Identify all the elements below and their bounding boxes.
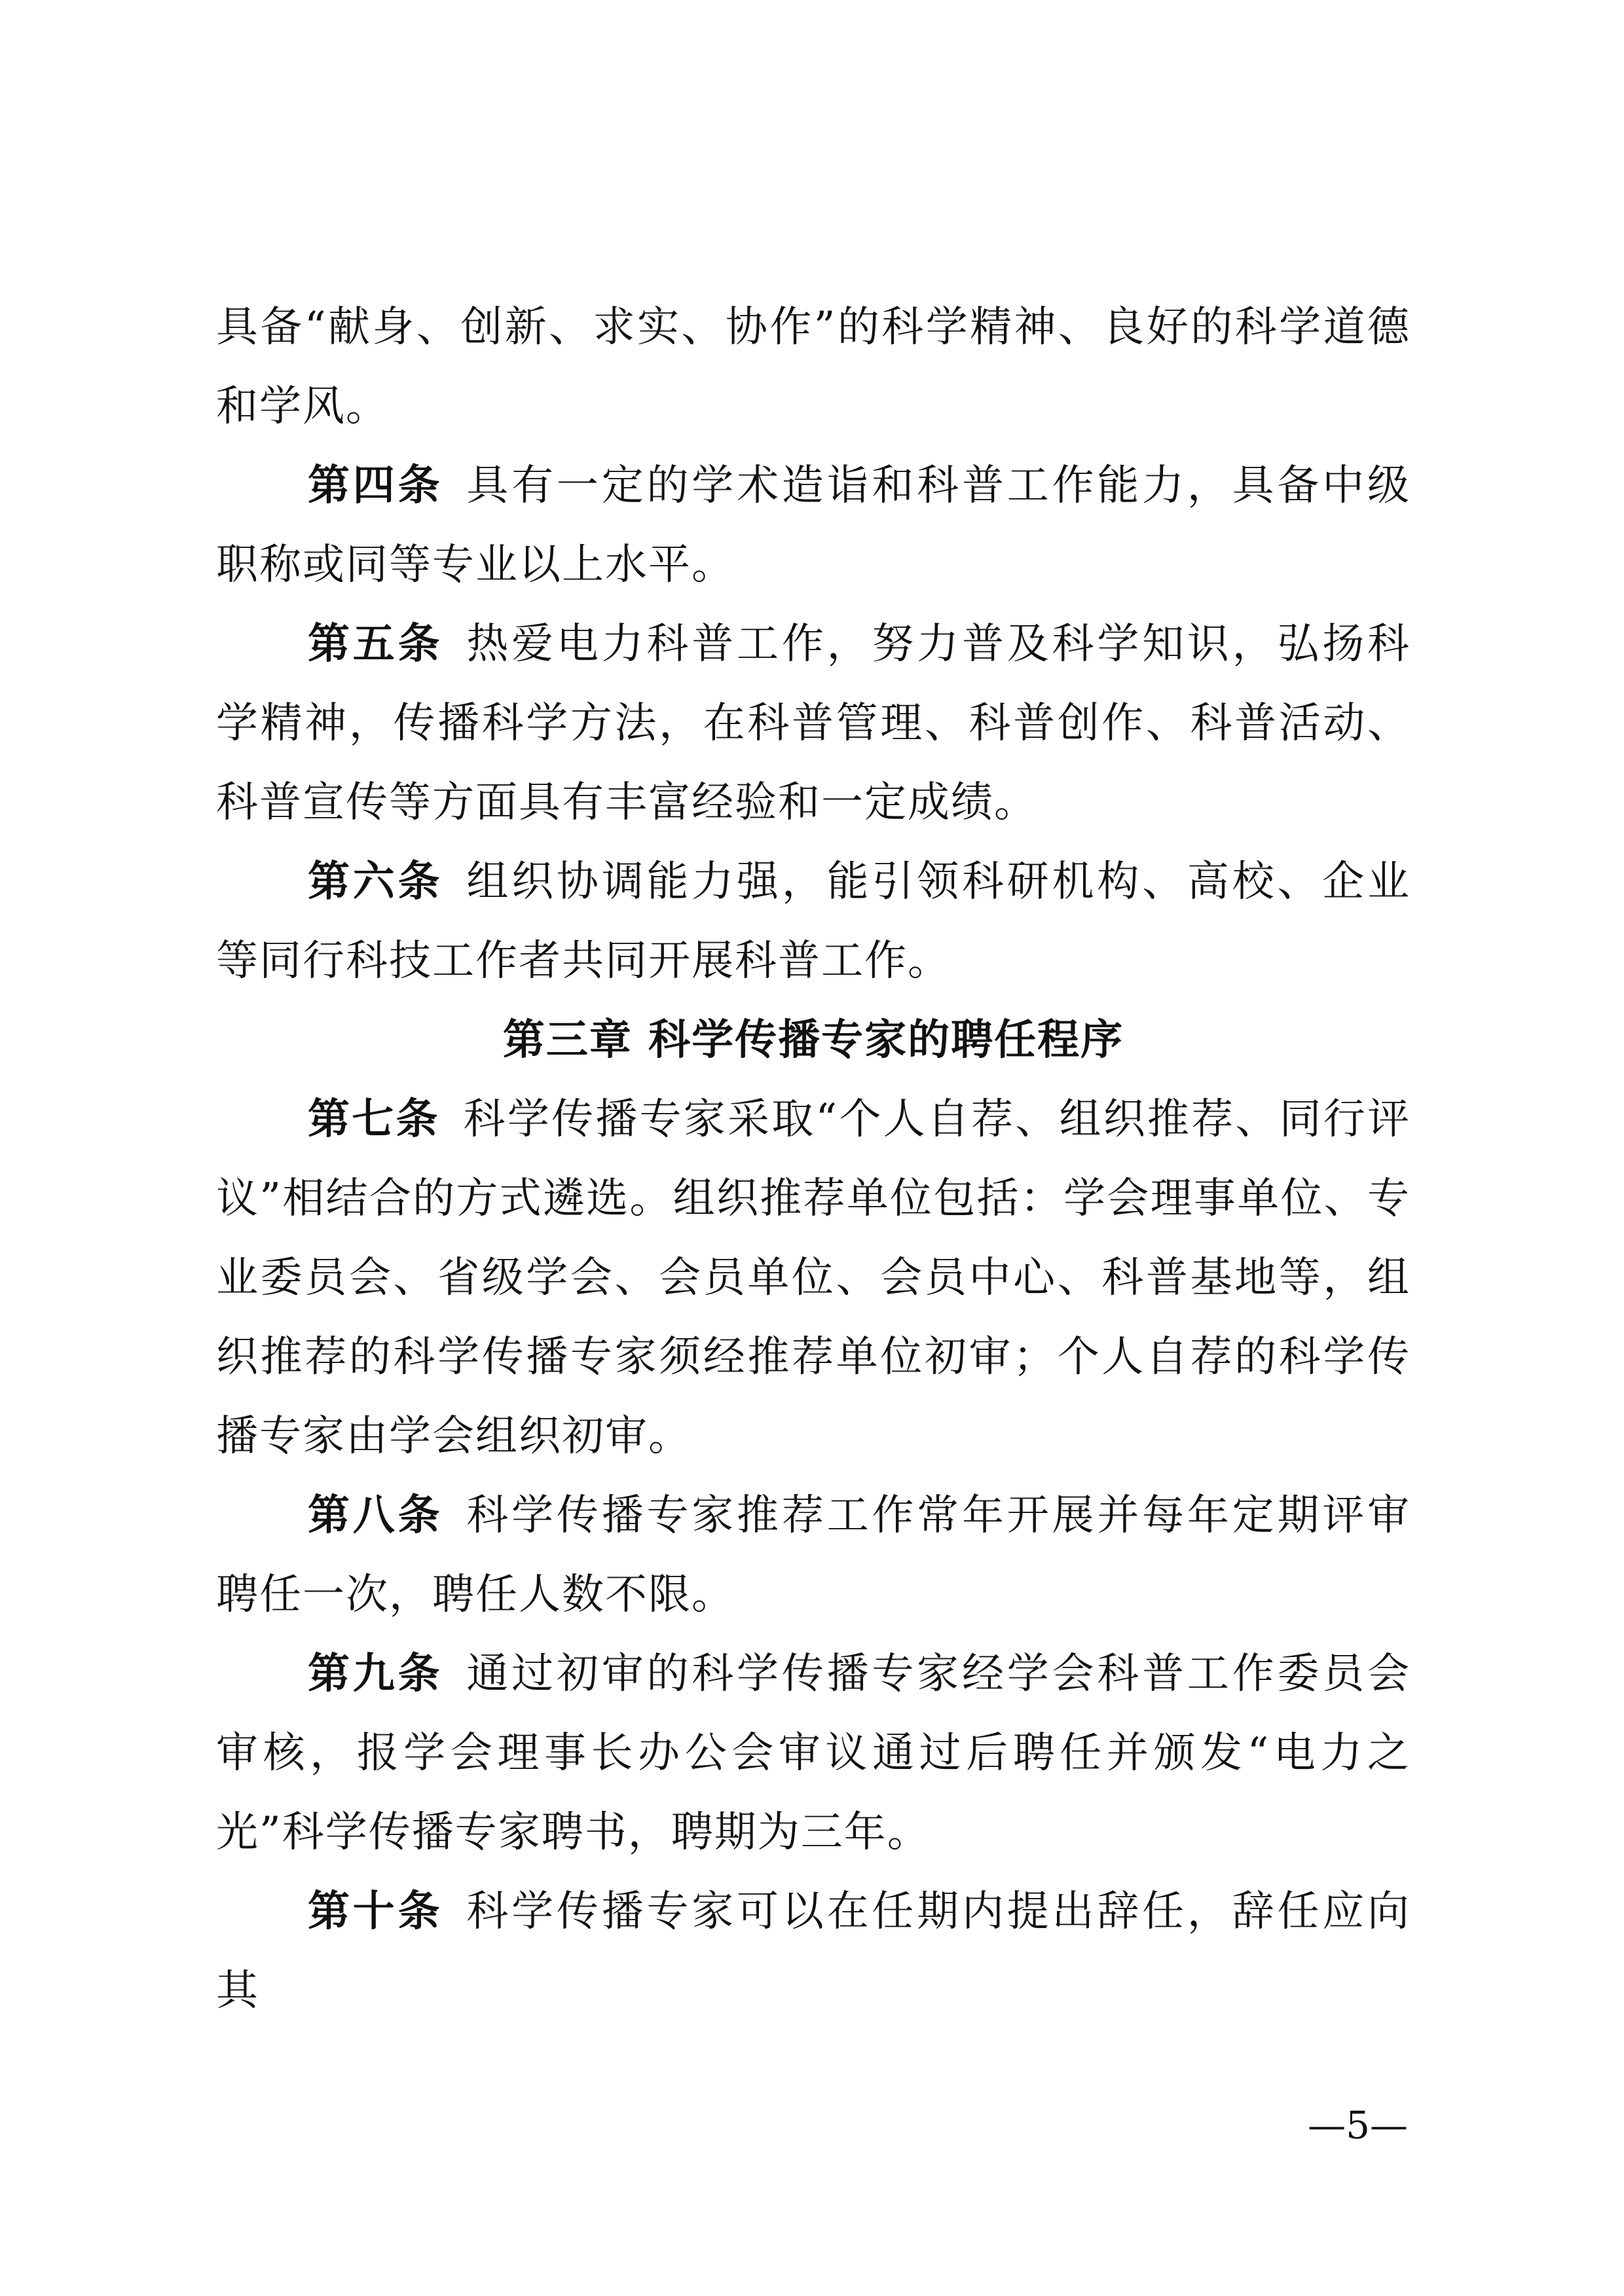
article-label: 第四条 — [308, 462, 443, 510]
article-10 — [216, 1872, 1411, 2031]
article-label: 第九条 — [308, 1650, 443, 1698]
article-text: 组织协调能力强，能引领科研机构、高校、企业等同行科技工作者共同开展科普工作。 — [216, 858, 1411, 985]
continuation-paragraph: 具备“献身、创新、求实、协作”的科学精神、良好的科学道德和学风。 — [216, 303, 1411, 431]
article-text: 具有一定的学术造诣和科普工作能力，具备中级职称或同等专业以上水平。 — [216, 462, 1411, 589]
page-number: —5— — [1308, 2103, 1408, 2147]
article-text: 科学传播专家采取“个人自荐、组织推荐、同行评议”相结合的方式遴选。组织推荐单位包括：学会理事单位、专业委员会、省级学会、会员单位、会员中心、科普基地等，组织推荐的科学传播专家须经推荐单位初审；个人自荐的科学传播专家由学会组织初审。 — [216, 1095, 1411, 1461]
article-5 — [216, 605, 1411, 843]
article-label: 第十条 — [308, 1887, 443, 1936]
article-4 — [216, 446, 1411, 605]
article-8 — [216, 1476, 1411, 1635]
article-6 — [216, 843, 1411, 1001]
article-7 — [216, 1080, 1411, 1476]
article-label: 第五条 — [308, 620, 443, 668]
chapter-heading: 第三章 科学传播专家的聘任程序 — [502, 1016, 1124, 1065]
document-body — [216, 288, 1411, 2031]
article-label: 第六条 — [308, 858, 443, 906]
article-text: 科学传播专家可以在任期内提出辞任，辞任应向其 — [216, 1887, 1411, 2015]
article-label: 第七条 — [308, 1095, 440, 1144]
article-text: 通过初审的科学传播专家经学会科普工作委员会审核，报学会理事长办公会审议通过后聘任并颁发“电力之光”科学传播专家聘书，聘期为三年。 — [216, 1650, 1411, 1857]
article-9 — [216, 1635, 1411, 1872]
article-text: 热爱电力科普工作，努力普及科学知识，弘扬科学精神，传播科学方法，在科普管理、科普创作、科普活动、科普宣传等方面具有丰富经验和一定成绩。 — [216, 620, 1411, 827]
article-label: 第八条 — [308, 1491, 443, 1540]
article-text: 科学传播专家推荐工作常年开展并每年定期评审聘任一次，聘任人数不限。 — [216, 1491, 1411, 1619]
